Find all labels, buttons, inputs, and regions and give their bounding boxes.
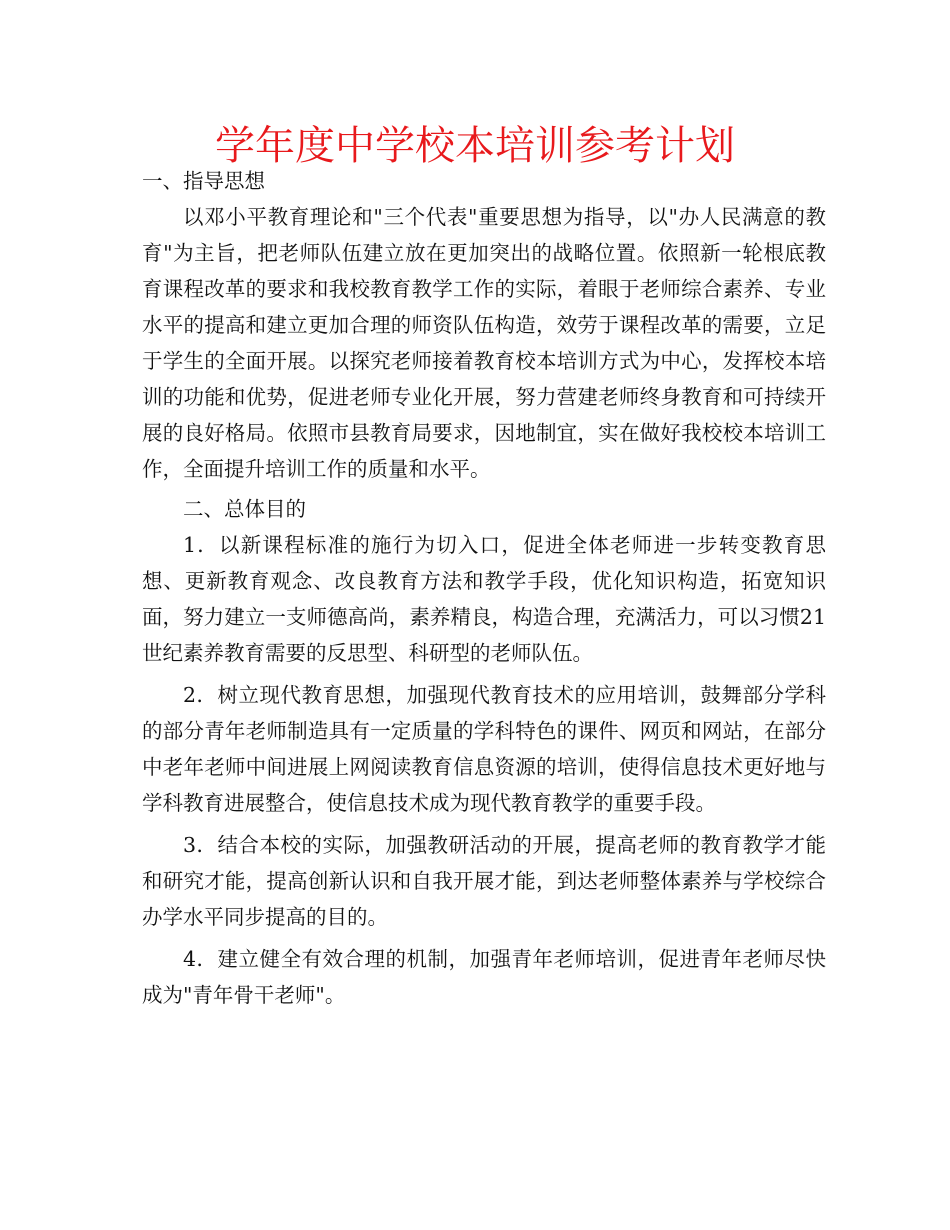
paragraph-goal-4: 4．建立健全有效合理的机制，加强青年老师培训，促进青年老师尽快成为"青年骨干老师"。 <box>142 947 826 1007</box>
section-heading-overall-goals: 二、总体目的 <box>183 497 306 521</box>
paragraph-goal-1: 1．以新课程标准的施行为切入口，促进全体老师进一步转变教育思想、更新教育观念、改良教育方法和教学手段，优化知识构造，拓宽知识面，努力建立一支师德高尚，素养精良，构造合理，充满活力，可以习惯21世纪素养教育需要的反思型、科研型的老师队伍。 <box>142 533 826 665</box>
section-heading-guiding-ideology: 一、指导思想 <box>142 169 265 193</box>
document-title: 学年度中学校本培训参考计划 <box>215 123 735 169</box>
paragraph-goal-2: 2．树立现代教育思想，加强现代教育技术的应用培训，鼓舞部分学科的部分青年老师制造具有一定质量的学科特色的课件、网页和网站，在部分中老年老师中间进展上网阅读教育信息资源的培训，使得信息技术更好地与学科教育进展整合，使信息技术成为现代教育教学的重要手段。 <box>142 683 826 815</box>
paragraph-guiding-ideology: 以邓小平教育理论和"三个代表"重要思想为指导，以"办人民满意的教育"为主旨，把老师队伍建立放在更加突出的战略位置。依照新一轮根底教育课程改革的要求和我校教育教学工作的实际，着眼于老师综合素养、专业水平的提高和建立更加合理的师资队伍构造，效劳于课程改革的需要，立足于学生的全面开展。以探究老师接着教育校本培训方式为中心，发挥校本培训的功能和优势，促进老师专业化开展，努力营建老师终身教育和可持续开展的良好格局。依照市县教育局要求，因地制宜，实在做好我校校本培训工作，全面提升培训工作的质量和水平。 <box>142 205 826 481</box>
document-body <box>142 163 826 1013</box>
paragraph-goal-3: 3．结合本校的实际，加强教研活动的开展，提高老师的教育教学才能和研究才能，提高创新认识和自我开展才能，到达老师整体素养与学校综合办学水平同步提高的目的。 <box>142 833 826 929</box>
